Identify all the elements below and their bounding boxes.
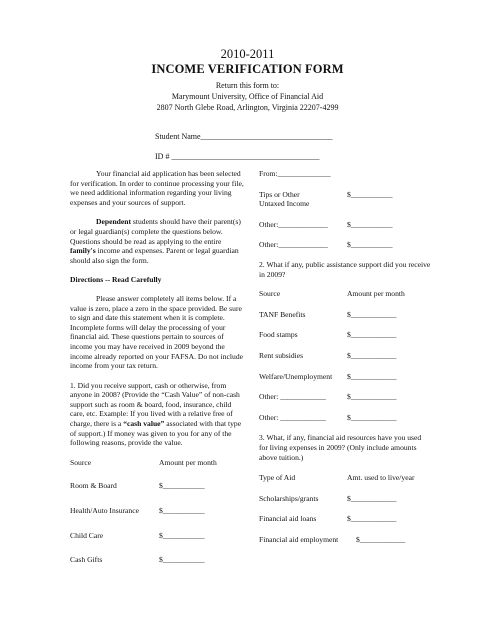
assistance-row-rent[interactable] (259, 351, 431, 361)
directions-heading: Directions -- Read Carefully (70, 275, 162, 285)
assistance-label: Food stamps (259, 330, 298, 340)
tips-label-1: Tips or Other (259, 189, 300, 199)
form-year: 2010-2011 (220, 47, 275, 61)
assistance-label: Rent subsidies (259, 350, 304, 360)
aid-label: Financial aid employment (259, 534, 339, 544)
assistance-label: TANF Benefits (259, 309, 306, 319)
aid-row-employment[interactable] (259, 535, 431, 545)
question-2: 2. What if any, public assistance support did you receive in 2009? (259, 259, 431, 279)
assistance-label: Welfare/Unemployment (259, 371, 333, 381)
assistance-row-welfare[interactable] (259, 372, 431, 382)
question-3: 3. What, if any, financial aid resources have you used for living expenses in 2009? (Only include amounts above tuition.) (259, 433, 422, 462)
id-field[interactable]: ID # _____________________________________ (155, 152, 320, 161)
assistance-amount-field[interactable]: $____________ (347, 309, 397, 319)
dependent-text-b: income and expenses. Parent or legal guardian should also sign the form. (70, 246, 239, 265)
support-amount-field[interactable]: $___________ (159, 481, 205, 491)
support-amount-field[interactable]: $___________ (159, 530, 205, 540)
assistance-amount-field[interactable]: $____________ (347, 330, 397, 340)
aid-row-loans[interactable] (259, 514, 431, 524)
other-amount-field[interactable]: $___________ (347, 240, 393, 250)
family-bold: family's (70, 246, 96, 256)
dependent-bold: Dependent (96, 217, 132, 227)
aid-amount-field[interactable]: $____________ (347, 493, 397, 503)
cash-value-bold: “cash value” (123, 419, 165, 429)
aid-amount-field[interactable]: $____________ (347, 514, 397, 524)
source-header: Source (70, 457, 92, 467)
assistance-amount-field[interactable]: $____________ (347, 412, 397, 422)
assistance-row-tanf[interactable] (259, 310, 431, 320)
left-column (70, 169, 246, 565)
question-1-text-b: associated with that type of support.) If money was given to you for any of the following reasons, provide the value. (70, 419, 242, 448)
aid-amount-header: Amt. used to live/year (347, 473, 415, 483)
other-row-2[interactable] (259, 240, 431, 250)
support-amount-field[interactable]: $___________ (159, 555, 205, 565)
question-1-text-a: 1. Did you receive support, cash or otherwise, from anyone in 2008? (Provide the “Cash Value” of non-cash support such as room & board, food, insurance, child care, etc. Example: If you lived with a relative free of charge, there is a (70, 380, 240, 429)
assistance-other-field[interactable]: Other: ____________ (259, 412, 326, 422)
aid-header-row (259, 473, 431, 483)
aid-type-header: Type of Aid (259, 473, 296, 483)
from-row[interactable] (259, 169, 431, 179)
support-row-room-board[interactable] (70, 481, 246, 491)
support-label: Health/Auto Insurance (70, 506, 139, 516)
other-field[interactable]: Other:_____________ (259, 219, 328, 229)
support-row-insurance[interactable] (70, 506, 246, 516)
tips-label-2: Untaxed Income (259, 199, 310, 209)
tips-row-2 (259, 199, 431, 209)
other-field[interactable]: Other:_____________ (259, 240, 328, 250)
return-line: Return this form to: (215, 81, 280, 90)
aid-amount-field[interactable]: $____________ (356, 534, 406, 544)
question-1 (70, 381, 246, 448)
support-row-cash-gifts[interactable] (70, 555, 246, 565)
assistance-row-other-1[interactable] (259, 392, 431, 402)
assistance-row-food[interactable] (259, 330, 431, 340)
form-title: INCOME VERIFICATION FORM (151, 62, 344, 76)
dependent-paragraph (70, 217, 246, 265)
assistance-other-field[interactable]: Other: ____________ (259, 392, 326, 402)
right-column (259, 169, 431, 544)
tips-amount-field[interactable]: $___________ (347, 189, 393, 199)
address-line: 2807 North Glebe Road, Arlington, Virginia 22207-4299 (156, 103, 339, 112)
support-label: Cash Gifts (70, 555, 103, 565)
other-row-1[interactable] (259, 220, 431, 230)
amount-header: Amount per month (347, 289, 405, 299)
support-label: Child Care (70, 530, 104, 540)
support-header-row (70, 458, 246, 468)
source-header: Source (259, 289, 281, 299)
instructions-paragraph: Please answer completely all items below. If a value is zero, place a zero in the space provided. Be sure to sign and date this statement when it is complete. Incomplete forms will delay the processing of your financial aid. These questions pertain to sources of income you may have received in 2009 beyond the income already reported on your FAFSA. Do not include income from your tax return. (70, 293, 244, 371)
aid-row-scholarships[interactable] (259, 494, 431, 504)
from-field[interactable]: From:______________ (259, 169, 331, 178)
intro-paragraph: Your financial aid application has been selected for verification. In order to continue processing your file, we need additional information regarding your living expenses and your sources of support. (70, 169, 244, 207)
student-name-field[interactable]: Student Name_________________________________ (155, 132, 333, 141)
other-amount-field[interactable]: $___________ (347, 219, 393, 229)
dependent-text-a: students should have their parent(s) or legal guardian(s) complete the questions below. Questions should be read as applying to the entire (70, 217, 241, 246)
support-row-child-care[interactable] (70, 531, 246, 541)
support-amount-field[interactable]: $___________ (159, 506, 205, 516)
aid-label: Scholarships/grants (259, 493, 319, 503)
tips-row[interactable] (259, 190, 431, 200)
amount-header: Amount per month (159, 457, 217, 467)
assistance-amount-field[interactable]: $____________ (347, 350, 397, 360)
office-line: Marymount University, Office of Financial Aid (171, 92, 324, 101)
assistance-row-other-2[interactable] (259, 413, 431, 423)
assistance-amount-field[interactable]: $____________ (347, 392, 397, 402)
assistance-amount-field[interactable]: $____________ (347, 371, 397, 381)
aid-label: Financial aid loans (259, 514, 317, 524)
assistance-header-row (259, 289, 431, 299)
support-label: Room & Board (70, 481, 117, 491)
